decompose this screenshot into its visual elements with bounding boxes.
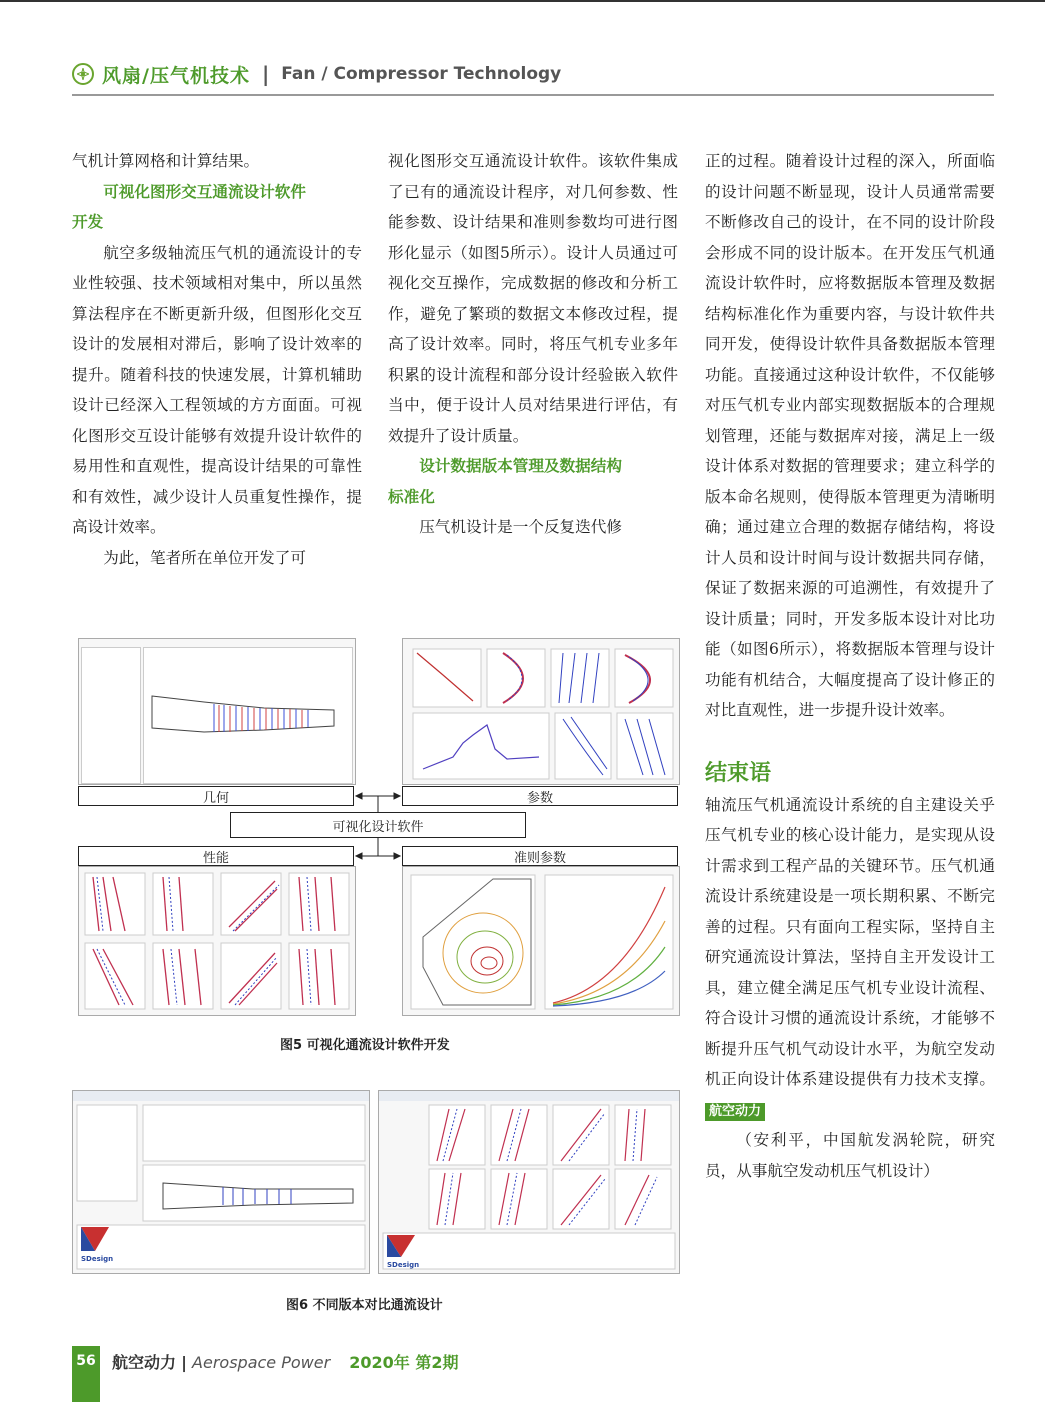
figure-6 [72,1090,678,1274]
author-note: （安利平，中国航发涡轮院，研究员，从事航空发动机压气机设计） [705,1131,995,1180]
section-heading-line1: 设计数据版本管理及数据结构 [419,457,622,475]
paragraph [705,790,995,1126]
page-number: 56 [72,1346,100,1402]
label-parameters: 参数 [402,786,678,806]
section-heading-line2: 开发 [72,213,104,231]
conclusion-text: 轴流压气机通流设计系统的自主建设关乎压气机专业的核心设计能力，是实现从设计需求到工程产品的关键环节。压气机通流设计系统建设是一项长期积累、不断完善的过程。只有面向工程实际，坚持自主研究通流设计算法，坚持自主开发设计工具，建立健全满足压气机专业设计流程、符合设计习惯的通流设计系统，才能够不断提升压气机气动设计水平，为航空发动机正向设计体系建设提供有力技术支撑。 [705,795,995,1088]
section-heading [72,177,362,238]
figure-6-caption: 图6 不同版本对比通流设计 [286,1298,443,1313]
journal-name-en: Aerospace Power [192,1353,331,1372]
journal-logo-icon [72,63,94,85]
performance-screenshot [78,866,356,1016]
top-rule [0,0,1045,2]
journal-separator: | [181,1353,187,1372]
sdesign-logo-text: SDesign [387,1261,420,1269]
header-title-cn: 风扇/压气机技术 [102,64,250,87]
header-title-en: Fan / Compressor Technology [281,64,562,84]
column-3 [705,146,995,1186]
label-criteria: 准则参数 [402,846,678,866]
figure-5 [78,638,678,1018]
paragraph: 为此，笔者所在单位开发了可 [103,548,306,567]
section-heading [388,451,678,512]
conclusion-heading: 结束语 [705,760,772,786]
paragraph: 压气机设计是一个反复迭代修 [419,518,622,536]
version-a-screenshot [72,1090,370,1274]
header-separator: | [261,62,270,86]
column-2 [388,146,678,543]
sdesign-logo-text: SDesign [81,1255,114,1263]
paragraph: 视化图形交互通流设计软件。该软件集成了已有的通流设计程序，对几何参数、性能参数、设计结果和准则参数均可进行图形化显示（如图5所示）。设计人员通过可视化交互操作，完成数据的修改和分析工作，避免了繁琐的数据文本修改过程，提高了设计效率。同时，将压气机专业多年积累的设计流程和部分设计经验嵌入软件当中，便于设计人员对结果进行评估，有效提升了设计质量。 [388,152,678,445]
label-performance: 性能 [78,846,354,866]
paragraph: 航空多级轴流压气机的通流设计的专业性较强、技术领域相对集中，所以虽然算法程序在不断更新升级，但图形化交互设计的发展相对滞后，影响了设计效率的提升。随着科技的快速发展，计算机辅助设计已经深入工程领域的方方面面。可视化图形交互设计能够有效提升设计软件的易用性和直观性，提高设计结果的可靠性和有效性，减少设计人员重复性操作，提高设计效率。 [72,243,362,536]
paragraph: 正的过程。随着设计过程的深入，所面临的设计问题不断显现，设计人员通常需要不断修改自己的设计，在不同的设计阶段会形成不同的设计版本。在开发压气机通流设计软件时，应将数据版本管理及数据结构标准化作为重要内容，与设计软件共同开发，使得设计软件具备数据版本管理功能。直接通过这种设计软件，不仅能够对压气机专业内部实现数据版本的合理规划管理，还能与数据库对接，满足上一级设计体系对数据的管理要求；建立科学的版本命名规则，使得版本管理更为清晰明确；通过建立合理的数据存储结构，将设计人员和设计时间与设计数据共同存储，保证了数据来源的可追溯性，有效提升了设计质量；同时，开发多版本设计对比功能（如图6所示），将数据版本管理与设计功能有机结合，大幅度提高了设计修正的对比直观性，进一步提升设计效率。 [705,152,995,719]
connector-arrows [78,638,678,878]
figure-5-caption: 图5 可视化通流设计软件开发 [280,1038,450,1053]
section-heading-line1: 可视化图形交互通流设计软件 [103,182,306,201]
label-visual-software: 可视化设计软件 [230,812,526,838]
journal-badge: 航空动力 [705,1103,765,1121]
journal-issue: 2020年 第2期 [349,1353,459,1372]
label-geometry: 几何 [78,786,354,806]
criteria-screenshot [402,866,680,1016]
header-rule [72,94,994,96]
journal-name [112,1350,459,1373]
column-1 [72,146,362,573]
paragraph: 气机计算网格和计算结果。 [72,152,260,170]
page-footer [72,1346,459,1402]
section-heading-line2: 标准化 [388,487,435,506]
journal-name-cn: 航空动力 [112,1353,177,1372]
running-header [72,62,561,86]
version-b-screenshot [378,1090,680,1274]
